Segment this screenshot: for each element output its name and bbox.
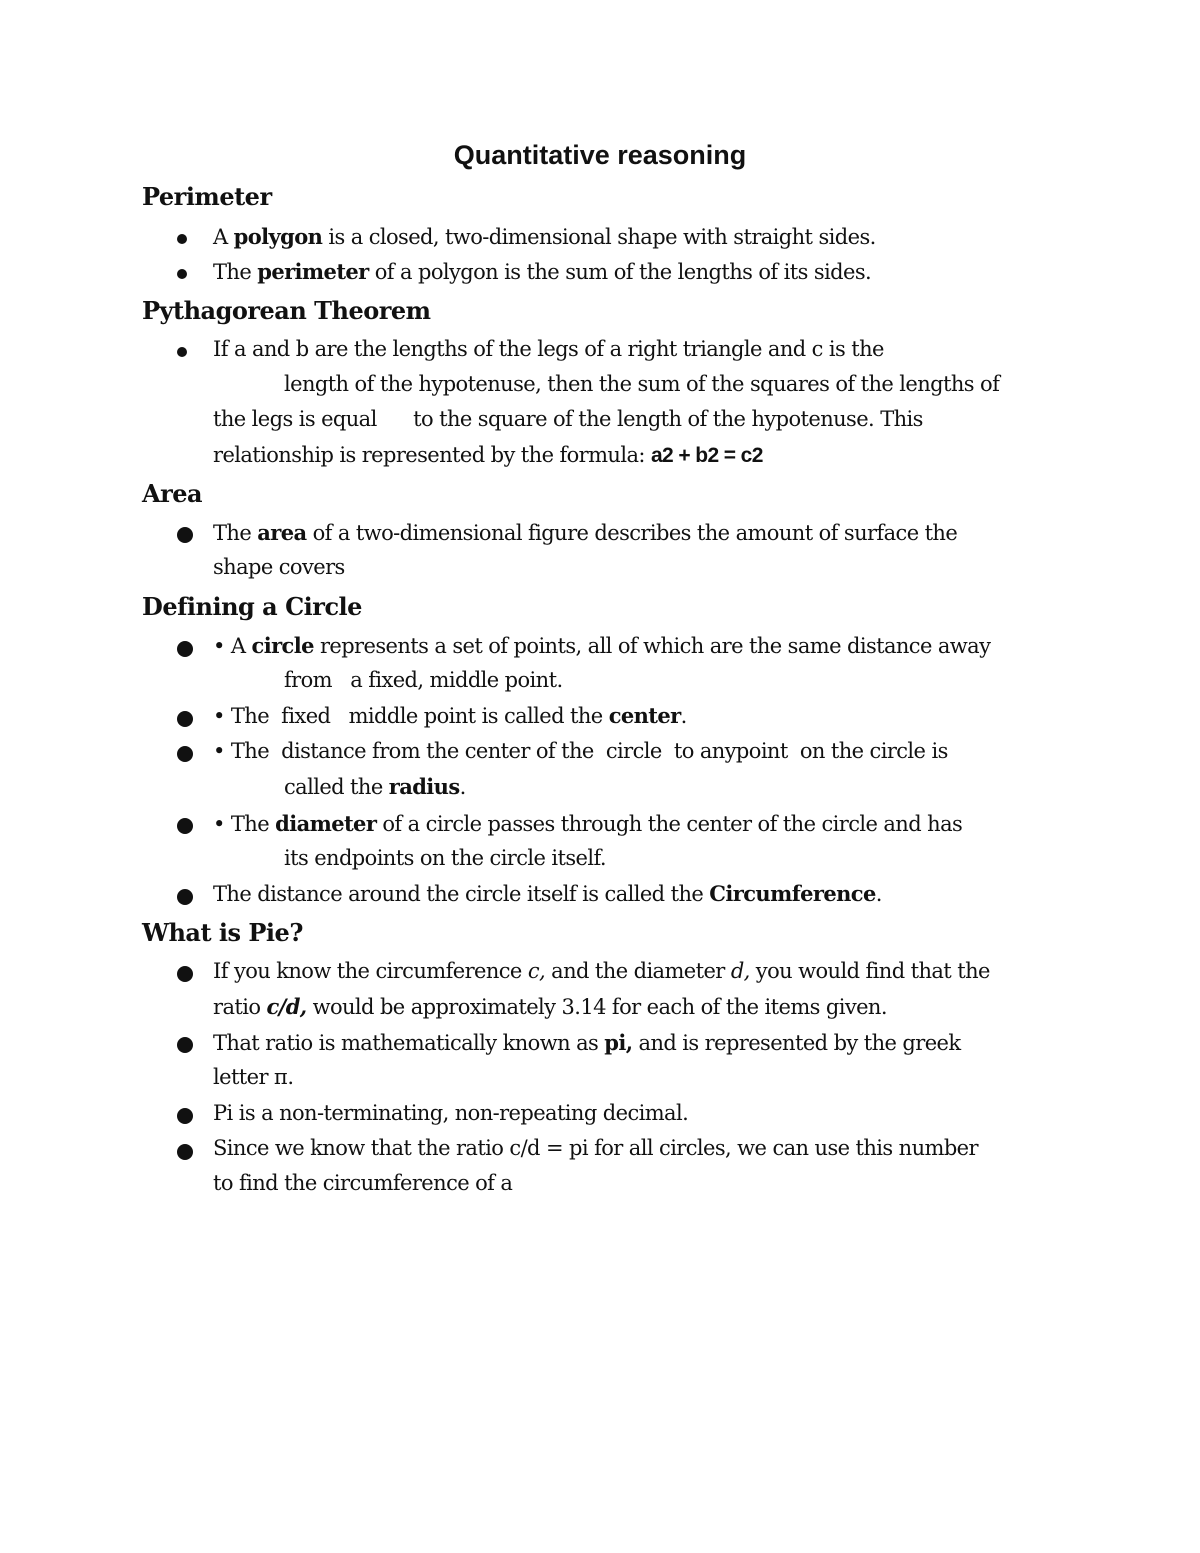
perimeter-bullet-1: A polygon is a closed, two-dimensional shape with straight sides. xyxy=(213,224,876,249)
pie-bullet-1-line-2: ratio c/d, would be approximately 3.14 for each of the items given. xyxy=(213,994,887,1019)
bullet-icon xyxy=(177,269,187,279)
heading-area: Area xyxy=(142,479,203,508)
pie-bullet-2-line-2: letter п. xyxy=(213,1065,294,1089)
bullet-icon xyxy=(177,1037,193,1053)
pythagorean-line-2: length of the hypotenuse, then the sum of the squares of the lengths of xyxy=(284,372,1000,396)
page-title: Quantitative reasoning xyxy=(453,140,747,170)
circle-bullet-1-line-2: from a fixed, middle point. xyxy=(284,668,563,692)
heading-perimeter: Perimeter xyxy=(142,182,272,211)
bullet-icon xyxy=(177,746,193,762)
area-line-1: The area of a two-dimensional figure describes the amount of surface the xyxy=(213,520,958,545)
pie-bullet-3: Pi is a non-terminating, non-repeating decimal. xyxy=(213,1101,689,1125)
heading-what-is-pie: What is Pie? xyxy=(142,918,303,947)
pie-bullet-1: If you know the circumference c, and the diameter d, you would find that the xyxy=(213,959,990,983)
pythagorean-line-4: relationship is represented by the formula: a2 + b2 = c2 xyxy=(213,443,763,467)
bullet-icon xyxy=(177,527,193,543)
bullet-icon xyxy=(177,711,193,727)
perimeter-bullet-2: The perimeter of a polygon is the sum of the lengths of its sides. xyxy=(213,259,872,284)
circle-bullet-3: • The distance from the center of the circle to anypoint on the circle is xyxy=(213,739,948,763)
bullet-icon xyxy=(177,1144,193,1160)
pythagorean-formula: a2 + b2 = c2 xyxy=(650,444,763,467)
circle-bullet-3-line-2: called the radius. xyxy=(284,774,466,799)
bullet-icon xyxy=(177,1108,193,1124)
circle-bullet-5: The distance around the circle itself is called the Circumference. xyxy=(213,881,882,906)
bullet-icon xyxy=(177,347,187,357)
circle-bullet-4: • The diameter of a circle passes through the center of the circle and has xyxy=(213,811,963,836)
heading-pythagorean-theorem: Pythagorean Theorem xyxy=(142,296,431,325)
bullet-icon xyxy=(177,641,193,657)
bullet-icon xyxy=(177,889,193,905)
bullet-icon xyxy=(177,966,193,982)
area-line-2: shape covers xyxy=(213,555,345,579)
heading-defining-a-circle: Defining a Circle xyxy=(142,592,362,621)
pythagorean-line-3: the legs is equal to the square of the length of the hypotenuse. This xyxy=(213,407,923,431)
pie-bullet-4: Since we know that the ratio c/d = pi for all circles, we can use this number xyxy=(213,1136,978,1160)
bullet-icon xyxy=(177,234,187,244)
pythagorean-line-1: If a and b are the lengths of the legs of a right triangle and c is the xyxy=(213,337,884,361)
circle-bullet-2: • The fixed middle point is called the center. xyxy=(213,703,687,728)
pie-bullet-4-line-2: to find the circumference of a xyxy=(213,1171,513,1195)
circle-bullet-4-line-2: its endpoints on the circle itself. xyxy=(284,846,607,870)
bullet-icon xyxy=(177,818,193,834)
circle-bullet-1: • A circle represents a set of points, all of which are the same distance away xyxy=(213,633,991,658)
pie-bullet-2: That ratio is mathematically known as pi, and is represented by the greek xyxy=(213,1030,961,1055)
